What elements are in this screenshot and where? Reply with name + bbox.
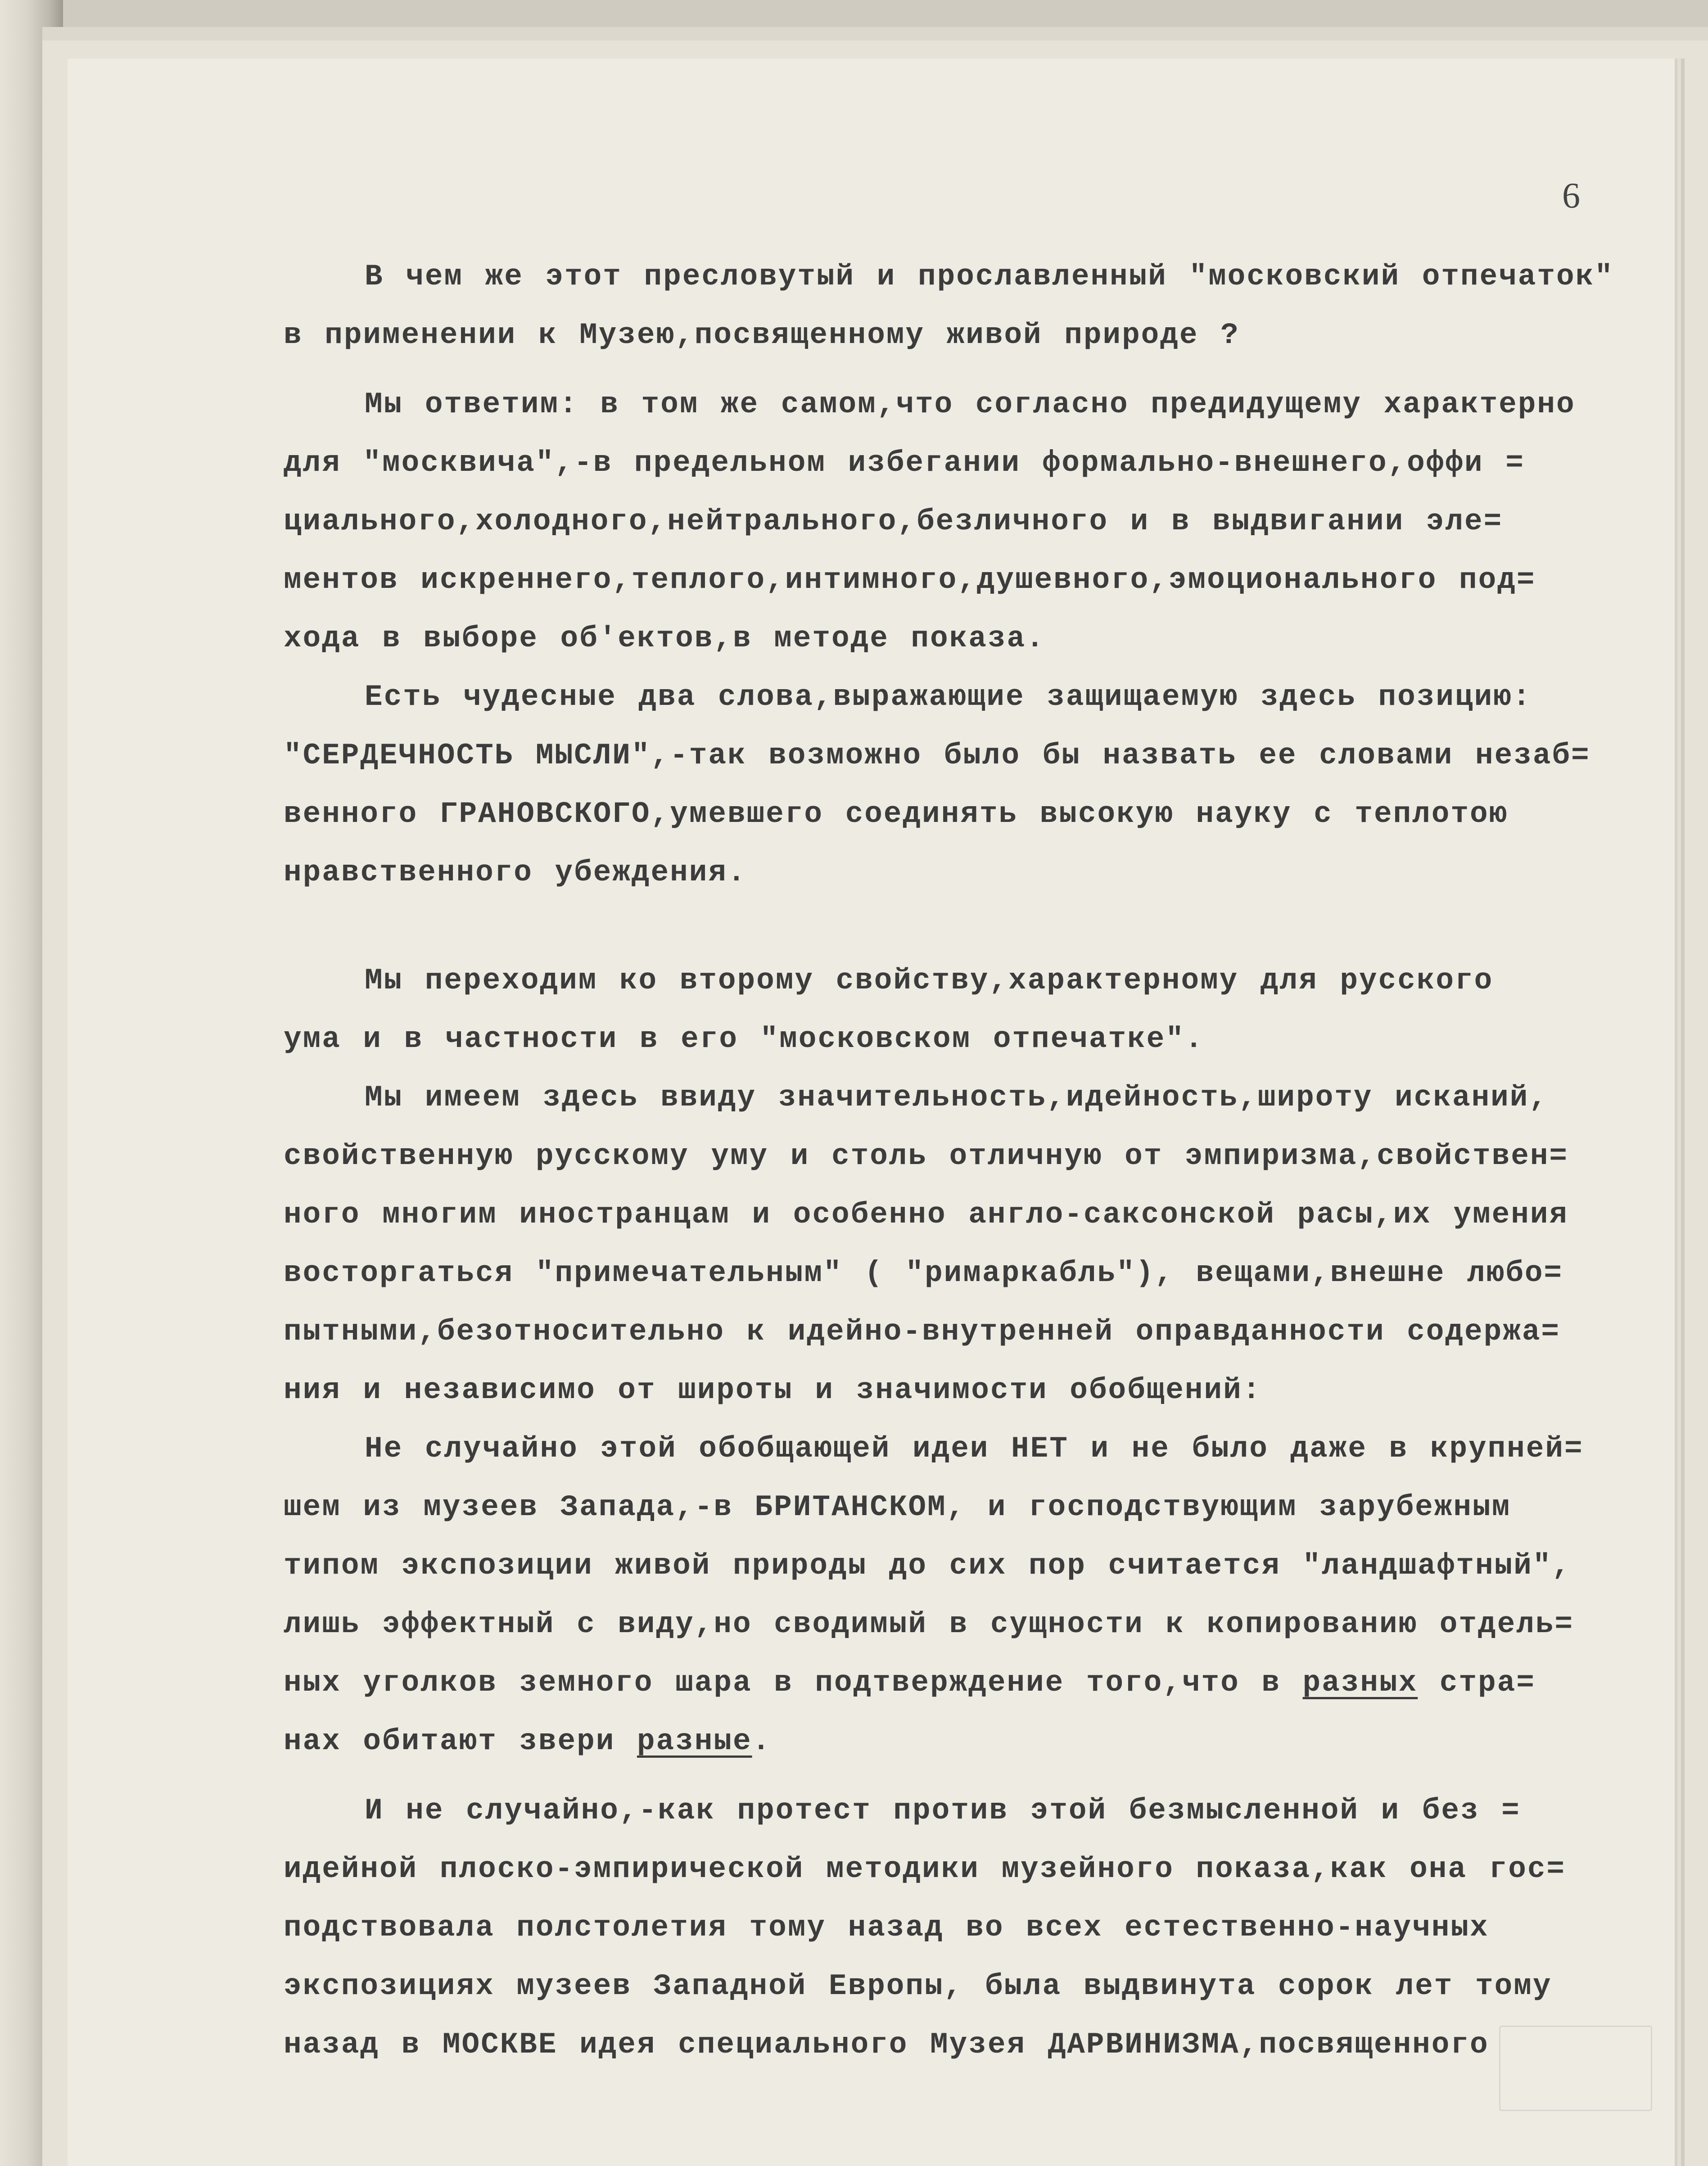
paragraph — [284, 952, 1634, 1069]
text-line: подствовала полстолетия тому назад во всех естественно-научных — [284, 1911, 1489, 1945]
text-line: Есть чудесные два слова,выражающие защищаемую здесь позицию: — [365, 680, 1532, 714]
text-line: И не случайно,-как протест против этой безмысленной и без = — [365, 1794, 1521, 1828]
text-line: свойственную русскому уму и столь отличную от эмпиризма,свойствен= — [284, 1139, 1569, 1173]
text-line: назад в МОСКВЕ идея специального Музея ДАРВИНИЗМА,посвященного — [284, 2028, 1489, 2062]
typed-text-body — [284, 248, 1634, 2074]
text-line: Мы ответим: в том же самом,что согласно предидущему характерно — [365, 388, 1576, 421]
text-line: для "москвича",-в предельном избегании формально-внешнего,оффи = — [284, 446, 1525, 480]
paragraph-gap — [284, 902, 1634, 952]
paragraph — [284, 668, 1634, 902]
paragraph-gap — [284, 1771, 1634, 1782]
text-line: Мы переходим ко второму свойству,характерному для русского — [365, 964, 1494, 997]
text-line: ного многим иностранцам и особенно англо-саксонской расы,их умения — [284, 1198, 1569, 1232]
text-line: циального,холодного,нейтрального,безличного и в выдвигании эле= — [284, 505, 1503, 538]
underlined-word: разных — [1302, 1666, 1418, 1700]
underlined-word: разные — [637, 1724, 752, 1758]
text-line: типом экспозиции живой природы до сих пор считается "ландшафтный", — [284, 1549, 1572, 1583]
text-line: венного ГРАНОВСКОГО,умевшего соединять высокую науку с теплотою — [284, 797, 1509, 831]
text-line: нах обитают звери разные. — [284, 1724, 772, 1758]
paragraph — [284, 375, 1634, 668]
text-line: шем из музеев Запада,-в БРИТАНСКОМ, и господствующим зарубежным — [284, 1490, 1511, 1524]
paragraph — [284, 1420, 1634, 1771]
text-line: ума и в частности в его "московском отпечатке". — [284, 1022, 1204, 1056]
text-line: хода в выборе об'ектов,в методе показа. — [284, 622, 1045, 655]
typewritten-page — [68, 59, 1675, 2166]
text-line: идейной плоско-эмпирической методики музейного показа,как она гос= — [284, 1852, 1566, 1886]
text-line: "СЕРДЕЧНОСТЬ МЫСЛИ",-так возможно было бы назвать ее словами незаб= — [284, 739, 1591, 772]
paragraph — [284, 248, 1634, 365]
page-number: 6 — [1562, 176, 1580, 216]
text-line: Мы имеем здесь ввиду значительность,идейность,широту исканий, — [365, 1081, 1548, 1115]
paragraph-gap — [284, 365, 1634, 375]
text-line: лишь эффектный с виду,но сводимый в сущности к копированию отдель= — [284, 1607, 1574, 1641]
faint-stamp — [1499, 2026, 1652, 2111]
text-line: нравственного убеждения. — [284, 856, 747, 889]
text-line: ния и независимо от широты и значимости обобщений: — [284, 1373, 1262, 1407]
text-line: Не случайно этой обобщающей идеи НЕТ и не было даже в крупней= — [365, 1432, 1584, 1466]
text-line: ментов искреннего,теплого,интимного,душевного,эмоционального под= — [284, 563, 1536, 597]
text-line: восторгаться "примечательным" ( "римаркабль"), вещами,внешне любо= — [284, 1256, 1563, 1290]
text-line: В чем же этот пресловутый и прославленный "московский отпечаток" — [365, 260, 1614, 293]
text-line: в применении к Музею,посвященному живой природе ? — [284, 318, 1240, 352]
paragraph — [284, 1069, 1634, 1420]
text-line: пытными,безотносительно к идейно-внутренней оправданности содержа= — [284, 1315, 1561, 1349]
text-line: экспозициях музеев Западной Европы, была выдвинута сорок лет тому — [284, 1969, 1552, 2003]
paragraph — [284, 1782, 1634, 2074]
text-line: ных уголков земного шара в подтверждение того,что в разных стра= — [284, 1666, 1536, 1700]
